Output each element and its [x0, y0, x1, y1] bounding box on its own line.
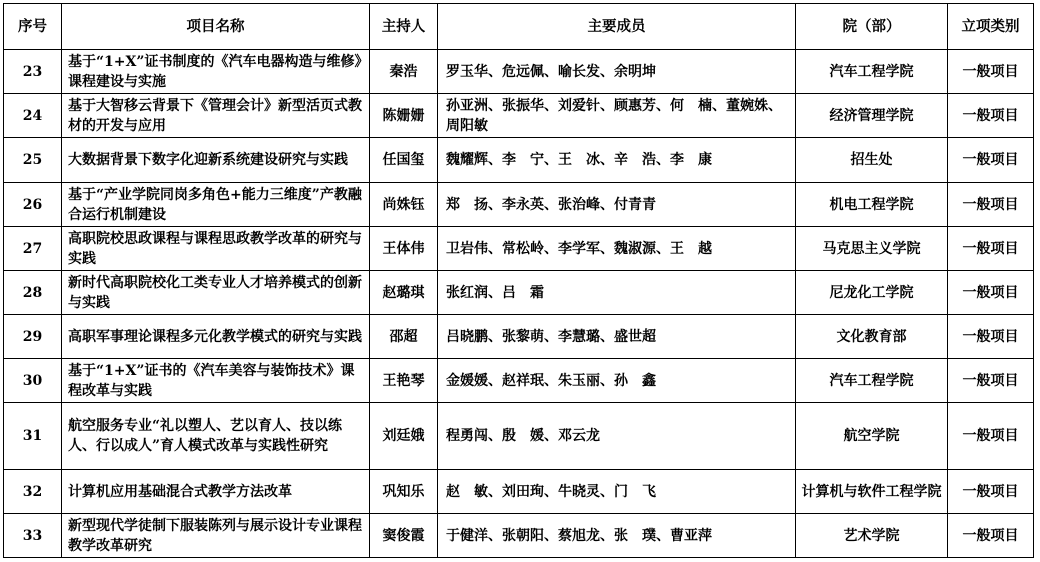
row-project-name: 计算机应用基础混合式教学方法改革 [62, 470, 370, 514]
row-department: 马克思主义学院 [796, 227, 948, 271]
row-members: 金媛媛、赵祥珉、朱玉丽、孙 鑫 [438, 359, 796, 403]
row-host: 巩知乐 [370, 470, 438, 514]
row-category: 一般项目 [948, 470, 1034, 514]
row-category: 一般项目 [948, 403, 1034, 470]
row-host: 窦俊霞 [370, 514, 438, 558]
row-index: 31 [4, 403, 62, 470]
row-host: 王艳琴 [370, 359, 438, 403]
header-host: 主持人 [370, 4, 438, 50]
row-project-name: 基于“1+X”证书的《汽车美容与装饰技术》课程改革与实践 [62, 359, 370, 403]
row-host: 赵璐琪 [370, 271, 438, 315]
row-department: 经济管理学院 [796, 94, 948, 138]
row-category: 一般项目 [948, 514, 1034, 558]
row-host: 尚姝钰 [370, 183, 438, 227]
row-members: 吕晓鹏、张黎萌、李慧璐、盛世超 [438, 315, 796, 359]
row-department: 机电工程学院 [796, 183, 948, 227]
row-category: 一般项目 [948, 315, 1034, 359]
table-header-row [4, 4, 1034, 50]
header-department: 院（部） [796, 4, 948, 50]
row-members: 程勇闯、殷 媛、邓云龙 [438, 403, 796, 470]
row-host: 刘廷娥 [370, 403, 438, 470]
row-host: 陈姗姗 [370, 94, 438, 138]
row-department: 计算机与软件工程学院 [796, 470, 948, 514]
project-table-wrapper [3, 3, 1034, 558]
row-members: 于健洋、张朝阳、蔡旭龙、张 璞、曹亚萍 [438, 514, 796, 558]
table-row [4, 315, 1034, 359]
row-project-name: 基于“1+X”证书制度的《汽车电器构造与维修》课程建设与实施 [62, 50, 370, 94]
table-row [4, 50, 1034, 94]
row-project-name: 新时代高职院校化工类专业人才培养模式的创新与实践 [62, 271, 370, 315]
row-index: 30 [4, 359, 62, 403]
row-index: 23 [4, 50, 62, 94]
row-category: 一般项目 [948, 271, 1034, 315]
row-project-name: 高职院校思政课程与课程思政教学改革的研究与实践 [62, 227, 370, 271]
row-members: 魏耀辉、李 宁、王 冰、辛 浩、李 康 [438, 138, 796, 183]
row-project-name: 新型现代学徒制下服装陈列与展示设计专业课程教学改革研究 [62, 514, 370, 558]
table-row [4, 514, 1034, 558]
row-host: 邵超 [370, 315, 438, 359]
project-table [3, 3, 1034, 558]
row-department: 汽车工程学院 [796, 359, 948, 403]
row-members: 卫岩伟、常松岭、李学军、魏淑源、王 越 [438, 227, 796, 271]
table-row [4, 183, 1034, 227]
row-index: 32 [4, 470, 62, 514]
row-members: 孙亚洲、张振华、刘爱针、顾惠芳、何 楠、董婉姝、周阳敏 [438, 94, 796, 138]
row-members: 张红润、吕 霜 [438, 271, 796, 315]
header-index: 序号 [4, 4, 62, 50]
row-project-name: 大数据背景下数字化迎新系统建设研究与实践 [62, 138, 370, 183]
header-category: 立项类别 [948, 4, 1034, 50]
table-row [4, 403, 1034, 470]
row-index: 33 [4, 514, 62, 558]
row-index: 28 [4, 271, 62, 315]
row-members: 郑 扬、李永英、张治峰、付青青 [438, 183, 796, 227]
row-project-name: 基于大智移云背景下《管理会计》新型活页式教材的开发与应用 [62, 94, 370, 138]
row-project-name: 基于“产业学院同岗多角色+能力三维度”产教融合运行机制建设 [62, 183, 370, 227]
row-index: 26 [4, 183, 62, 227]
row-category: 一般项目 [948, 183, 1034, 227]
row-host: 任国玺 [370, 138, 438, 183]
row-project-name: 高职军事理论课程多元化教学模式的研究与实践 [62, 315, 370, 359]
row-project-name: 航空服务专业“礼以塑人、艺以育人、技以练人、行以成人”育人模式改革与实践性研究 [62, 403, 370, 470]
row-category: 一般项目 [948, 227, 1034, 271]
table-row [4, 271, 1034, 315]
row-host: 王体伟 [370, 227, 438, 271]
table-row [4, 94, 1034, 138]
header-members: 主要成员 [438, 4, 796, 50]
row-index: 27 [4, 227, 62, 271]
row-department: 尼龙化工学院 [796, 271, 948, 315]
row-category: 一般项目 [948, 50, 1034, 94]
row-department: 文化教育部 [796, 315, 948, 359]
row-department: 艺术学院 [796, 514, 948, 558]
row-department: 航空学院 [796, 403, 948, 470]
row-members: 罗玉华、危远佩、喻长发、余明坤 [438, 50, 796, 94]
row-department: 招生处 [796, 138, 948, 183]
row-category: 一般项目 [948, 94, 1034, 138]
table-row [4, 227, 1034, 271]
row-index: 24 [4, 94, 62, 138]
row-department: 汽车工程学院 [796, 50, 948, 94]
table-row [4, 359, 1034, 403]
header-project-name: 项目名称 [62, 4, 370, 50]
row-host: 秦浩 [370, 50, 438, 94]
row-category: 一般项目 [948, 359, 1034, 403]
row-index: 29 [4, 315, 62, 359]
table-row [4, 138, 1034, 183]
row-category: 一般项目 [948, 138, 1034, 183]
table-row [4, 470, 1034, 514]
row-index: 25 [4, 138, 62, 183]
row-members: 赵 敏、刘田珣、牛晓灵、门 飞 [438, 470, 796, 514]
